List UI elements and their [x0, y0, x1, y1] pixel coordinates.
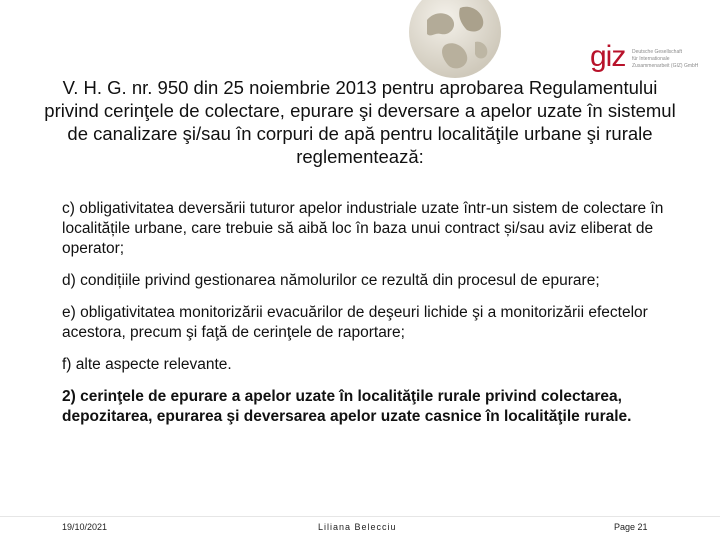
- footer-divider: [0, 516, 720, 517]
- footer-page-number: Page 21: [614, 522, 648, 532]
- giz-logo-mark: giz: [590, 40, 626, 73]
- paragraph-f: f) alte aspecte relevante.: [62, 356, 232, 373]
- slide-body: [62, 199, 682, 439]
- paragraph-e: e) obligativitatea monitorizării evacuărilor de deşeuri lichide şi a monitorizării efectelor acestora, precum şi faţă de cerinţele de raportare;: [62, 304, 648, 341]
- paragraph-d: d) condițiile privind gestionarea nămolurilor ce rezultă din procesul de epurare;: [62, 272, 600, 289]
- giz-logo-text: [632, 49, 712, 70]
- paragraph-c: c) obligativitatea deversării tuturor apelor industriale uzate într-un sistem de colectare în localitățile urbane, care trebuie să aibă loc în baza unui contract și/sau aviz eliberat de operator;: [62, 200, 664, 257]
- footer-author: Liliana Belecciu: [318, 522, 397, 532]
- logo-line: Deutsche Gesellschaft: [632, 49, 683, 55]
- slide-title: V. H. G. nr. 950 din 25 noiembrie 2013 pentru aprobarea Regulamentului privind cerinţele de colectare, epurare şi deversare a apelor uzate în sistemul de canalizare şi/sau în corpuri de apă pentru localităţile urbane şi rurale reglementează:: [44, 77, 676, 167]
- logo-line: Zusammenarbeit (GIZ) GmbH: [632, 63, 699, 69]
- footer-date: 19/10/2021: [62, 522, 108, 532]
- paragraph-2: 2) cerinţele de epurare a apelor uzate în localităţile rurale privind colectarea, depozitarea, epurarea şi deversarea apelor uzate casnice în localităţile rurale.: [62, 388, 632, 425]
- globe-image: [405, 0, 505, 85]
- logo-line: für Internationale: [632, 56, 670, 62]
